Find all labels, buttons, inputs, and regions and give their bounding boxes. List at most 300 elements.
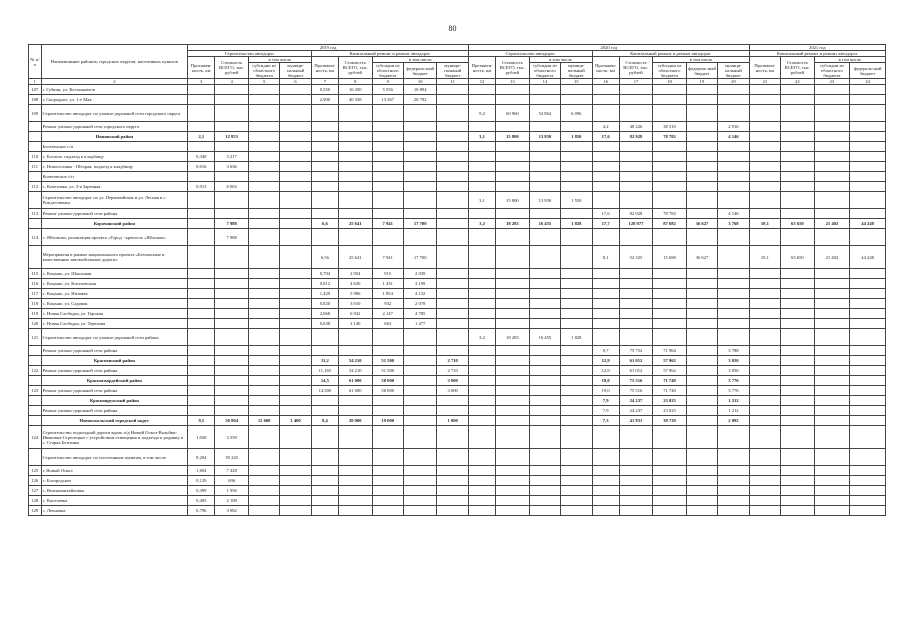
value-cell	[215, 329, 249, 346]
row-name-cell: с. Коцыно, ул. Садовая	[41, 299, 188, 309]
value-cell	[215, 192, 249, 209]
value-cell	[188, 172, 215, 182]
value-cell	[686, 162, 717, 172]
value-cell	[339, 162, 373, 172]
value-cell	[437, 192, 468, 209]
row-number-cell: 114	[29, 229, 42, 246]
column-number: 7	[311, 79, 338, 85]
value-cell	[468, 85, 495, 95]
column-number: 23	[814, 79, 850, 85]
value-cell	[850, 95, 886, 105]
value-cell	[372, 406, 403, 416]
row-number-cell	[29, 416, 42, 426]
value-cell	[280, 329, 311, 346]
value-cell: 2 710	[437, 356, 468, 366]
value-cell	[592, 506, 619, 516]
value-cell: 21 402	[814, 219, 850, 229]
value-cell	[403, 416, 437, 426]
value-cell	[619, 506, 653, 516]
value-cell	[496, 356, 530, 366]
row-name-cell: Ивнянский район	[41, 132, 188, 142]
value-cell	[814, 122, 850, 132]
value-cell	[437, 152, 468, 162]
value-cell	[561, 376, 592, 386]
value-cell	[311, 496, 338, 506]
value-cell	[188, 356, 215, 366]
sub-regional: субсидии из областного бюджета	[814, 63, 850, 79]
value-cell	[468, 506, 495, 516]
value-cell	[496, 229, 530, 246]
value-cell	[529, 299, 560, 309]
value-cell: 11,165	[311, 366, 338, 376]
value-cell	[437, 105, 468, 122]
value-cell: 0,794	[311, 269, 338, 279]
value-cell: 6 002	[215, 182, 249, 192]
value-cell: 8,4	[311, 416, 338, 426]
value-cell	[718, 476, 749, 486]
value-cell	[372, 449, 403, 466]
value-cell	[280, 449, 311, 466]
value-cell	[496, 346, 530, 356]
value-cell	[814, 406, 850, 416]
value-cell	[686, 346, 717, 356]
row-number-cell: 116	[29, 279, 42, 289]
value-cell	[248, 476, 279, 486]
value-cell	[561, 209, 592, 219]
value-cell: 16 455	[529, 219, 560, 229]
value-cell	[781, 229, 815, 246]
value-cell: 16 455	[529, 329, 560, 346]
value-cell	[280, 356, 311, 366]
value-cell: 23 025	[653, 396, 687, 406]
value-cell	[437, 95, 468, 105]
value-cell	[781, 152, 815, 162]
value-cell: 4 785	[403, 309, 437, 319]
roads-table	[28, 44, 886, 516]
value-cell	[248, 85, 279, 95]
value-cell	[496, 172, 530, 182]
value-cell	[529, 466, 560, 476]
value-cell	[280, 279, 311, 289]
value-cell	[403, 182, 437, 192]
value-cell	[215, 356, 249, 366]
value-cell	[339, 346, 373, 356]
value-cell	[718, 309, 749, 319]
table-row	[29, 309, 886, 319]
value-cell	[619, 152, 653, 162]
value-cell: 19 000	[372, 416, 403, 426]
value-cell	[749, 506, 780, 516]
value-cell	[311, 426, 338, 449]
value-cell	[215, 289, 249, 299]
value-cell	[749, 229, 780, 246]
value-cell	[592, 449, 619, 466]
value-cell	[529, 289, 560, 299]
column-number: 16	[592, 79, 619, 85]
value-cell	[653, 506, 687, 516]
value-cell	[592, 85, 619, 95]
row-number-cell: 117	[29, 289, 42, 299]
value-cell	[529, 319, 560, 329]
value-cell: 36 627	[686, 246, 717, 269]
value-cell	[781, 366, 815, 376]
column-number: 3	[188, 79, 215, 85]
value-cell: 3 000	[437, 376, 468, 386]
value-cell: 20 000	[339, 416, 373, 426]
value-cell	[248, 269, 279, 279]
column-number: 11	[437, 79, 468, 85]
table-row	[29, 192, 886, 209]
sub-including: в том числе	[814, 57, 885, 63]
value-cell	[437, 466, 468, 476]
value-cell	[339, 449, 373, 466]
value-cell	[718, 486, 749, 496]
value-cell	[248, 132, 279, 142]
value-cell	[814, 192, 850, 209]
value-cell	[215, 346, 249, 356]
value-cell	[814, 376, 850, 386]
value-cell	[718, 496, 749, 506]
value-cell	[496, 396, 530, 406]
value-cell	[496, 506, 530, 516]
value-cell	[653, 319, 687, 329]
value-cell	[850, 299, 886, 309]
value-cell	[280, 346, 311, 356]
value-cell: 19,0	[592, 376, 619, 386]
value-cell: 13 567	[372, 95, 403, 105]
value-cell	[561, 269, 592, 279]
value-cell	[749, 209, 780, 219]
row-name-cell: Ремонт улично-дорожной сети района	[41, 346, 188, 356]
value-cell	[718, 85, 749, 95]
value-cell	[215, 406, 249, 416]
value-cell	[437, 506, 468, 516]
value-cell	[496, 449, 530, 466]
value-cell	[850, 192, 886, 209]
sub-including: в том числе	[372, 57, 468, 63]
row-number-cell	[29, 449, 42, 466]
value-cell	[653, 466, 687, 476]
value-cell	[468, 466, 495, 476]
value-cell	[311, 162, 338, 172]
value-cell: 17,6	[592, 132, 619, 142]
value-cell	[188, 122, 215, 132]
value-cell	[468, 356, 495, 366]
value-cell	[619, 142, 653, 152]
row-number-cell	[29, 376, 42, 386]
value-cell	[188, 366, 215, 376]
value-cell: 51 500	[372, 356, 403, 366]
value-cell	[850, 289, 886, 299]
value-cell	[561, 346, 592, 356]
value-cell	[781, 95, 815, 105]
value-cell: 3 000	[437, 386, 468, 396]
value-cell	[653, 192, 687, 209]
row-name-cell: Мероприятия в рамках национального проекта «Безопасные и качественные автомобильные дороги»	[41, 246, 188, 269]
value-cell	[850, 386, 886, 396]
value-cell	[339, 122, 373, 132]
value-cell	[781, 269, 815, 279]
value-cell	[403, 406, 437, 416]
value-cell	[718, 246, 749, 269]
value-cell	[496, 496, 530, 506]
value-cell	[248, 376, 279, 386]
value-cell	[437, 299, 468, 309]
row-name-cell: Красногвардейский район	[41, 376, 188, 386]
value-cell	[468, 209, 495, 219]
value-cell	[468, 396, 495, 406]
value-cell	[437, 209, 468, 219]
value-cell	[496, 279, 530, 289]
row-number-cell	[29, 172, 42, 182]
value-cell	[592, 229, 619, 246]
value-cell: 2,900	[311, 95, 338, 105]
value-cell	[619, 289, 653, 299]
value-cell	[781, 279, 815, 289]
value-cell	[188, 246, 215, 269]
value-cell: 10,1	[749, 246, 780, 269]
value-cell	[248, 319, 279, 329]
value-cell	[529, 386, 560, 396]
value-cell: 1 550	[561, 192, 592, 209]
value-cell	[592, 466, 619, 476]
value-cell: 15 698	[653, 246, 687, 269]
value-cell	[653, 476, 687, 486]
value-cell	[215, 279, 249, 289]
value-cell	[850, 396, 886, 406]
value-cell	[686, 376, 717, 386]
value-cell	[188, 219, 215, 229]
value-cell	[781, 182, 815, 192]
value-cell: 915	[372, 269, 403, 279]
value-cell	[561, 85, 592, 95]
value-cell: 44 248	[850, 219, 886, 229]
row-number-cell: 129	[29, 506, 42, 516]
value-cell	[529, 172, 560, 182]
value-cell: 2 039	[403, 269, 437, 279]
value-cell	[814, 289, 850, 299]
value-cell	[372, 182, 403, 192]
value-cell	[850, 162, 886, 172]
value-cell	[468, 142, 495, 152]
value-cell	[372, 476, 403, 486]
value-cell	[248, 105, 279, 122]
value-cell	[814, 269, 850, 279]
value-cell: 7,9	[592, 396, 619, 406]
value-cell	[248, 486, 279, 496]
value-cell: 82 928	[619, 209, 653, 219]
value-cell: 1 477	[403, 319, 437, 329]
value-cell	[814, 319, 850, 329]
value-cell	[437, 85, 468, 95]
value-cell	[592, 329, 619, 346]
value-cell: 4,2	[592, 122, 619, 132]
value-cell: 19,0	[592, 386, 619, 396]
value-cell	[188, 376, 215, 386]
value-cell	[781, 299, 815, 309]
value-cell	[592, 476, 619, 486]
value-cell	[468, 229, 495, 246]
value-cell: 1 850	[561, 132, 592, 142]
value-cell	[653, 95, 687, 105]
value-cell: 14,500	[311, 386, 338, 396]
column-number: 21	[749, 79, 780, 85]
value-cell	[718, 269, 749, 279]
value-cell	[188, 289, 215, 299]
value-cell	[403, 476, 437, 486]
value-cell	[437, 449, 468, 466]
year-2019-header: 2019 год	[188, 45, 469, 51]
value-cell	[850, 486, 886, 496]
value-cell	[188, 142, 215, 152]
sub-regional: субсидии из областного бюджета	[653, 63, 687, 79]
value-cell: 26 792	[403, 95, 437, 105]
value-cell: 3 776	[718, 376, 749, 386]
row-number-cell	[29, 246, 42, 269]
table-row	[29, 142, 886, 152]
value-cell	[339, 329, 373, 346]
value-cell	[619, 182, 653, 192]
value-cell	[592, 289, 619, 299]
row-number-cell	[29, 396, 42, 406]
value-cell	[529, 396, 560, 406]
value-cell	[561, 496, 592, 506]
value-cell	[561, 476, 592, 486]
value-cell	[188, 209, 215, 219]
value-cell: 0,550	[311, 85, 338, 95]
value-cell	[653, 105, 687, 122]
row-number-cell: 127	[29, 486, 42, 496]
value-cell	[529, 152, 560, 162]
value-cell	[814, 279, 850, 289]
value-cell	[496, 486, 530, 496]
value-cell	[339, 105, 373, 122]
row-name-cell: с. Коцыно, ул. Низовая	[41, 289, 188, 299]
page-number: 80	[448, 24, 457, 33]
value-cell	[339, 466, 373, 476]
row-name-cell: с. Яблоново, реализация проекта «Город - крепость «Яблонов»	[41, 229, 188, 246]
value-cell	[529, 279, 560, 289]
value-cell: 54 210	[339, 366, 373, 376]
value-cell: 75 516	[619, 386, 653, 396]
value-cell	[496, 182, 530, 192]
row-name-cell: с. Киселевка	[41, 496, 188, 506]
value-cell	[468, 449, 495, 466]
table-row	[29, 132, 886, 142]
value-cell	[749, 85, 780, 95]
table-row	[29, 319, 886, 329]
value-cell: 75 752	[619, 346, 653, 356]
row-number-cell	[29, 346, 42, 356]
value-cell	[686, 319, 717, 329]
value-cell	[496, 426, 530, 449]
value-cell	[339, 486, 373, 496]
value-cell: 2 954	[339, 269, 373, 279]
value-cell	[850, 329, 886, 346]
value-cell	[496, 376, 530, 386]
value-cell	[280, 396, 311, 406]
value-cell	[280, 85, 311, 95]
table-row	[29, 289, 886, 299]
value-cell	[749, 346, 780, 356]
sub-length: Протяжен-ность, км	[468, 57, 495, 79]
value-cell	[619, 329, 653, 346]
value-cell	[468, 122, 495, 132]
value-cell	[814, 299, 850, 309]
column-number: 1	[29, 79, 42, 85]
value-cell	[749, 486, 780, 496]
value-cell	[592, 192, 619, 209]
section-construction-2019: Строительство автодорог	[188, 51, 312, 57]
value-cell	[781, 209, 815, 219]
value-cell	[561, 162, 592, 172]
table-row	[29, 506, 886, 516]
value-cell	[850, 406, 886, 416]
value-cell	[749, 192, 780, 209]
value-cell	[814, 416, 850, 426]
row-name-cell: с. Новая Слободка, ул. Горская	[41, 309, 188, 319]
value-cell	[749, 142, 780, 152]
value-cell	[248, 496, 279, 506]
value-cell	[339, 496, 373, 506]
row-name-cell: Строительство автодорог по улично-дорожной сети городского округа	[41, 105, 188, 122]
value-cell	[529, 162, 560, 172]
value-cell	[850, 209, 886, 219]
value-cell	[653, 85, 687, 95]
table-row	[29, 219, 886, 229]
table-row	[29, 122, 886, 132]
value-cell	[619, 95, 653, 105]
value-cell: 23 025	[653, 406, 687, 416]
row-name-cell: с. Новая Слободка, ул. Терехова	[41, 319, 188, 329]
row-name-cell: Ремонт улично-дорожной сети района	[41, 386, 188, 396]
row-name-cell: с. Великомихайловка	[41, 486, 188, 496]
value-cell	[561, 426, 592, 449]
table-row	[29, 486, 886, 496]
table-row	[29, 172, 886, 182]
value-cell	[619, 162, 653, 172]
value-cell	[215, 142, 249, 152]
value-cell	[718, 172, 749, 182]
value-cell	[188, 85, 215, 95]
row-name-cell: Ремонт улично-дорожной сети района	[41, 209, 188, 219]
value-cell	[188, 95, 215, 105]
value-cell	[781, 496, 815, 506]
column-number: 9	[372, 79, 403, 85]
row-name-cell: г. Губкин, ул. Космонавтов	[41, 85, 188, 95]
table-row	[29, 466, 886, 476]
sub-length: Протяжен-ность, км	[749, 57, 780, 79]
value-cell	[403, 506, 437, 516]
table-row	[29, 229, 886, 246]
value-cell: 17,6	[592, 209, 619, 219]
row-name-cell: Ремонт улично-дорожной сети района	[41, 406, 188, 416]
value-cell	[686, 356, 717, 366]
row-name-cell: Новооскольский городской округ	[41, 416, 188, 426]
value-cell	[653, 329, 687, 346]
value-cell	[311, 122, 338, 132]
value-cell: 71 964	[653, 346, 687, 356]
row-name-cell: Краснояружский район	[41, 396, 188, 406]
value-cell: 10 894	[403, 85, 437, 95]
row-number-cell: 109	[29, 105, 42, 122]
value-cell	[248, 122, 279, 132]
value-cell: 87 682	[653, 219, 687, 229]
value-cell	[437, 289, 468, 299]
value-cell	[749, 299, 780, 309]
value-cell	[619, 476, 653, 486]
value-cell	[814, 346, 850, 356]
